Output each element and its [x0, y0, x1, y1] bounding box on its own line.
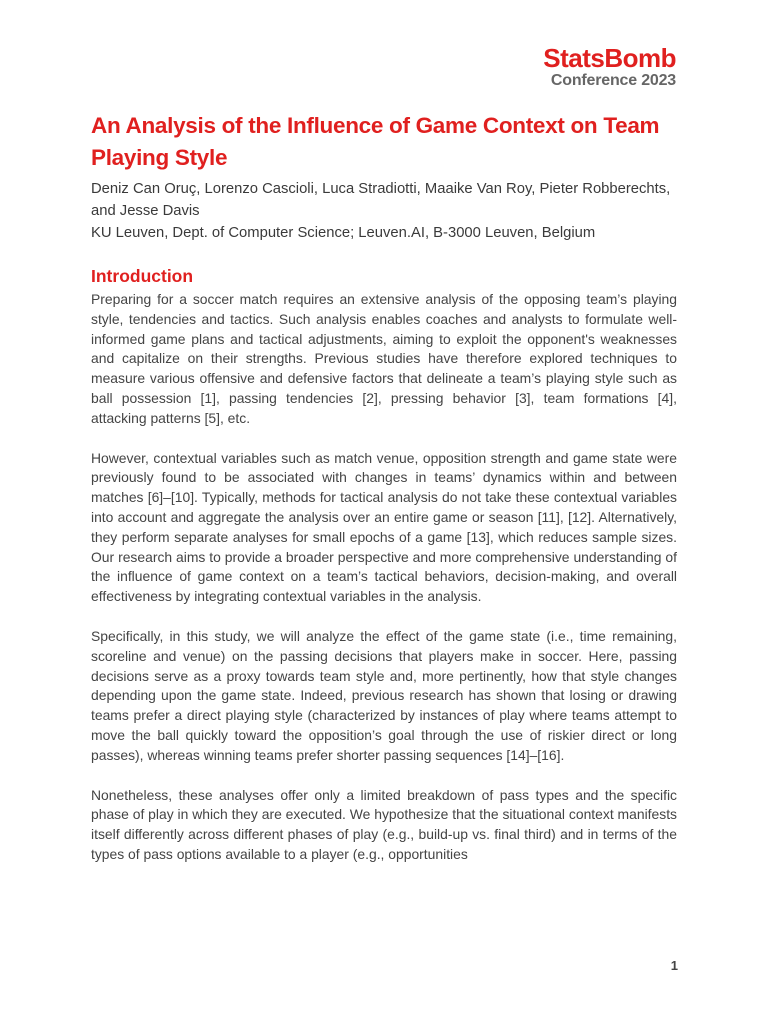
- logo-wordmark: StatsBomb: [543, 43, 676, 73]
- body-paragraph: Nonetheless, these analyses offer only a limited breakdown of pass types and the specific phase of play in which they are executed. We hypothesize that the situational context manifests itself differently across different phases of play (e.g., build-up vs. final third) and in terms of the types of pass options available to a player (e.g., opportunities: [91, 786, 677, 862]
- author-block: [91, 178, 691, 244]
- body-paragraph: Specifically, in this study, we will analyze the effect of the game state (i.e., time remaining, scoreline and venue) on the passing decisions that players make in soccer. Here, passing decisions serve as a proxy towards team style and, more pertinently, how that style changes depending upon the game state. Indeed, previous research has shown that losing or drawing teams prefer a direct playing style (characterized by instances of play where teams attempt to move the ball quickly toward the opposition’s goal through the use of riskier direct or long passes), whereas winning teams prefer shorter passing sequences [14]–[16].: [91, 627, 677, 763]
- body-paragraph: Preparing for a soccer match requires an extensive analysis of the opposing team’s playing style, tendencies and tactics. Such analysis enables coaches and analysts to formulate well-informed game plans and tactical adjustments, aiming to exploit the opponent's weaknesses and capitalize on their strengths. Previous studies have therefore explored techniques to measure various offensive and defensive factors that delineate a team’s playing style such as ball possession [1], passing tendencies [2], pressing behavior [3], team formations [4], attacking patterns [5], etc.: [91, 291, 677, 426]
- section-heading: Introduction: [91, 266, 194, 286]
- logo-subtitle: Conference 2023: [550, 72, 676, 89]
- author-affiliation: KU Leuven, Dept. of Computer Science; Leuven.AI, B-3000 Leuven, Belgium: [91, 225, 596, 241]
- section-body: [91, 290, 677, 885]
- body-paragraph: However, contextual variables such as match venue, opposition strength and game state were previously found to be associated with changes in teams’ dynamics within and between matches [6]–[10]. Typically, methods for tactical analysis do not take these contextual variables into account and aggregate the analysis over an entire game or season [11], [12]. Alternatively, they perform separate analyses for small epochs of a game [13], which reduces sample sizes. Our research aims to provide a broader perspective and more comprehensive understanding of the influence of game context on a team’s tactical behaviors, decision-making, and overall effectiveness by integrating contextual variables in the analysis.: [91, 449, 677, 605]
- paper-title: An Analysis of the Influence of Game Context on Team Playing Style: [91, 113, 660, 170]
- author-list: Deniz Can Oruç, Lorenzo Cascioli, Luca Stradiotti, Maaike Van Roy, Pieter Robberechts, and Jesse Davis: [91, 181, 671, 219]
- page-number: 1: [670, 958, 678, 973]
- statsbomb-conference-logo: [543, 44, 676, 90]
